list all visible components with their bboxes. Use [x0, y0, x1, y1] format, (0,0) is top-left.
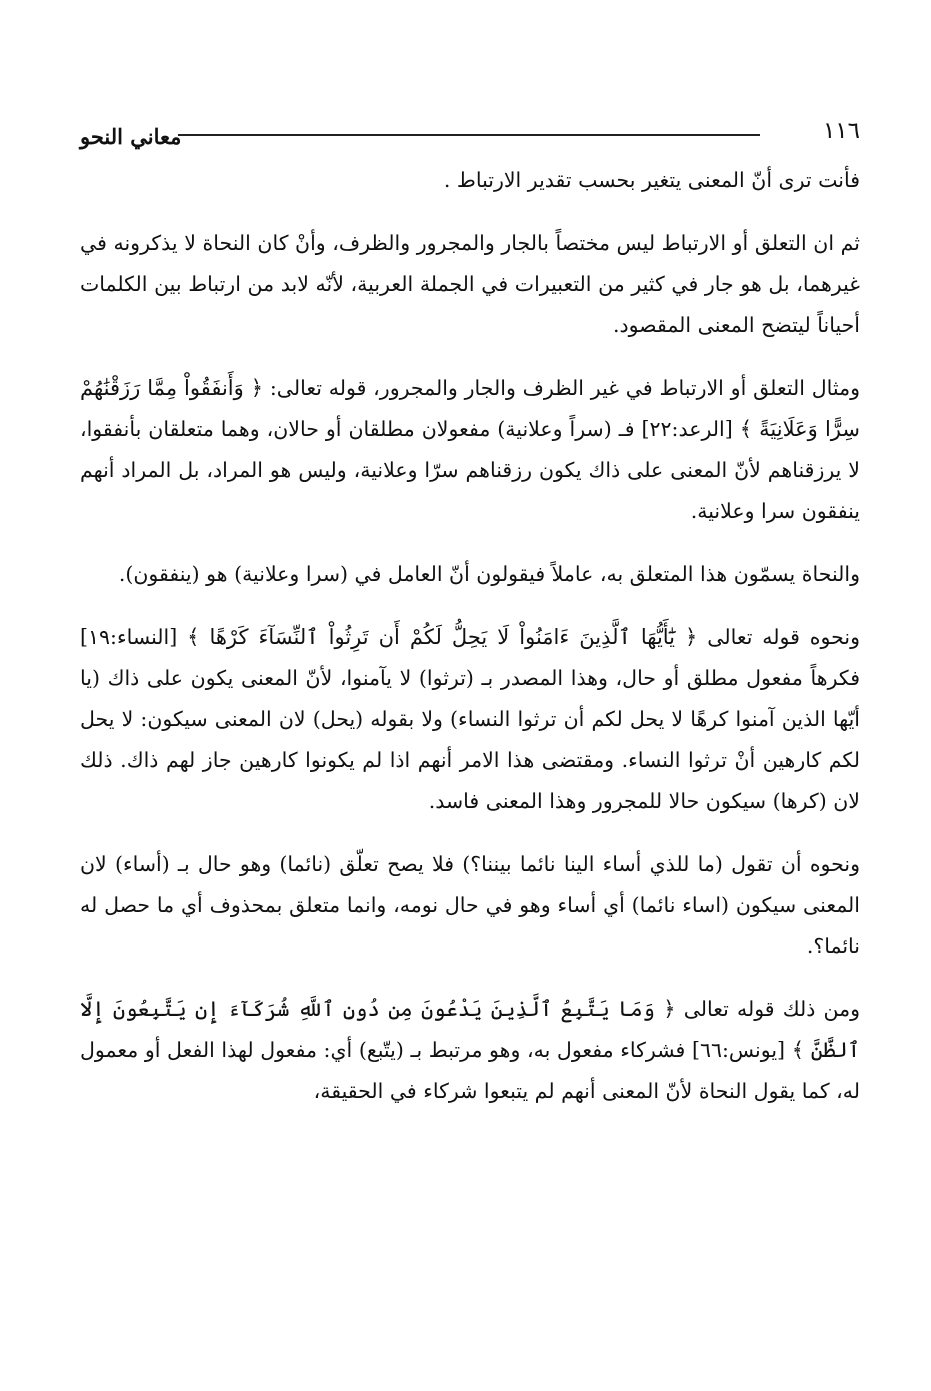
paragraph-text: ونحوه قوله تعالى	[707, 625, 860, 649]
running-header	[80, 110, 860, 160]
paragraph	[80, 989, 860, 1112]
paragraph-text: ثم ان التعلق أو الارتباط ليس مختصاً بالجار والمجرور والظرف، وأنْ كان النحاة لا يذكرونه في غيرهما، بل هو جار في كثير من التعبيرات في الجملة العربية، لأنّه لابد من ارتباط بين الكلمات أحياناً ليتضح المعنى المقصود.	[80, 231, 860, 337]
paragraph-text: [الرعد:٢٢] فـ (سراً وعلانية) مفعولان مطلقان أو حالان، وهما متعلقان بأنفقوا، لا يرزقناهم لأنّ المعنى على ذاك يكون رزقناهم سرّا وعلانية، وليس هو المراد، بل المراد أنهم ينفقون سرا وعلانية.	[80, 417, 860, 523]
quran-verse: ﴿ يَٰٓأَيُّهَا ٱلَّذِينَ ءَامَنُواْ لَا يَحِلُّ لَكُمْ أَن تَرِثُواْ ٱلنِّسَآءَ كَرْهًا ﴾	[187, 625, 698, 649]
paragraph-text: ومثال التعلق أو الارتباط في غير الظرف والجار والمجرور، قوله تعالى:	[269, 376, 860, 400]
page	[80, 110, 860, 1134]
page-number: ١١٦	[822, 118, 860, 144]
book-title: معاني النحو	[80, 124, 182, 149]
paragraph	[80, 617, 860, 822]
paragraph-text: والنحاة يسمّون هذا المتعلق به، عاملاً فيقولون أنّ العامل في (سرا وعلانية) هو (ينفقون).	[118, 562, 860, 586]
paragraph-text: فأنت ترى أنّ المعنى يتغير بحسب تقدير الارتباط .	[443, 168, 860, 192]
paragraph-text: [يونس:٦٦] فشركاء مفعول به، وهو مرتبط بـ (يتّبع) أي: مفعول لهذا الفعل أو معمول له، كما يقول النحاة لأنّ المعنى أنهم لم يتبعوا شركاء في الحقيقة،	[80, 1038, 860, 1103]
paragraph-text: [النساء:١٩] فكرهاً مفعول مطلق أو حال، وهذا المصدر بـ (ترثوا) لا يآمنوا، لأنّ المعنى يكون على ذاك (يا أيّها الذين آمنوا كرهًا لا يحل لكم أن ترثوا النساء) ولا بقوله (يحل) لان المعنى سيكون: لا يحل لكم كارهين أنْ ترثوا النساء. ومقتضى هذا الامر أنهم اذا لم يكونوا كارهين جاز لهم ذاك. ذلك لان (كرها) سيكون حالا للمجرور وهذا المعنى فاسد.	[80, 625, 860, 813]
quran-verse: ﴿ وَمَا يَتَّبِعُ ٱلَّذِينَ يَدْعُونَ مِن دُونِ ٱللَّهِ شُرَكَآءَ إِن يَتَّبِعُونَ إِلَّا ٱلظَّنَّ ﴾	[80, 997, 860, 1062]
paragraph	[80, 160, 860, 201]
paragraph-text: ونحوه أن تقول (ما للذي أساء الينا نائما بيننا؟) فلا يصح تعلّق (نائما) وهو حال بـ (أساء) لان المعنى سيكون (اساء نائما) أي أساء وهو في حال نومه، وانما متعلق بمحذوف أي ما حصل له نائما؟.	[80, 852, 860, 958]
paragraph	[80, 844, 860, 967]
paragraph	[80, 368, 860, 532]
paragraph	[80, 223, 860, 346]
quran-verse: ﴿ وَأَنفَقُواْ مِمَّا رَزَقْنَٰهُمْ سِرًّا وَعَلَانِيَةً ﴾	[80, 376, 860, 441]
header-rule	[178, 134, 760, 136]
paragraph	[80, 554, 860, 595]
paragraph-text: ومن ذلك قوله تعالى	[683, 997, 860, 1021]
